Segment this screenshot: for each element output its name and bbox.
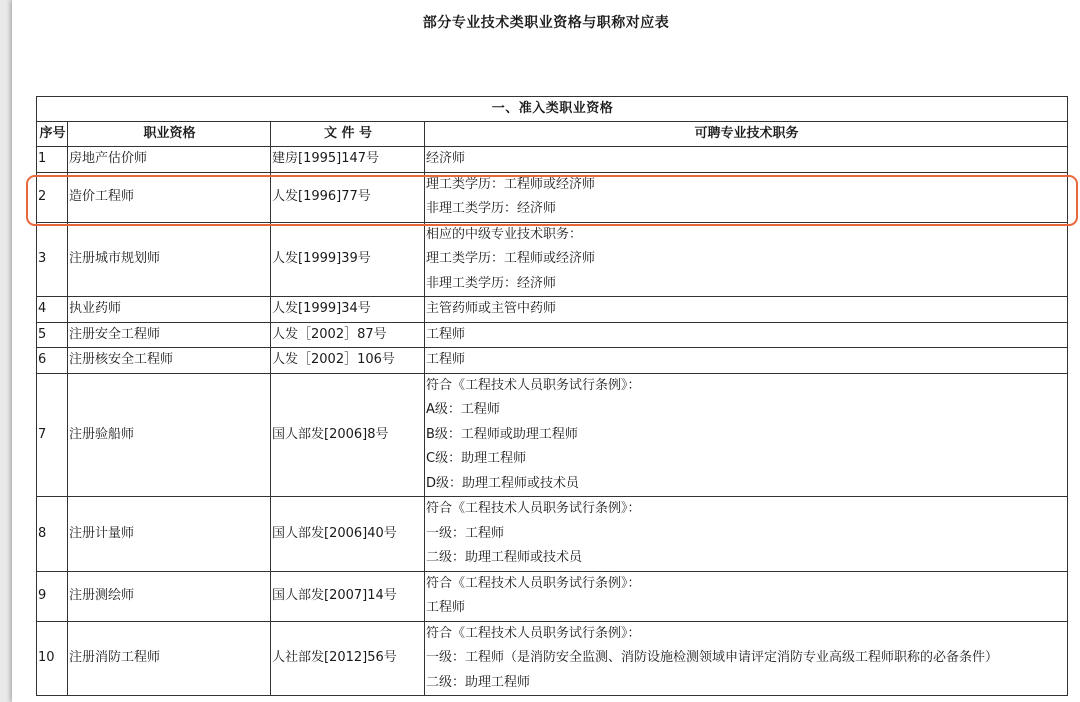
position-line: 理工类学历：工程师或经济师 [426, 176, 596, 192]
header-no: 序号 [37, 122, 68, 147]
cell-document-no: 建房[1995]147号 [271, 147, 425, 173]
cell-qualification: 注册消防工程师 [68, 621, 271, 696]
cell-document-no: 人发［2002］87号 [271, 322, 425, 348]
cell-qualification: 注册核安全工程师 [68, 348, 271, 374]
cell-no: 7 [37, 373, 68, 497]
cell-qualification: 注册城市规划师 [68, 222, 271, 297]
cell-qualification: 房地产估价师 [68, 147, 271, 173]
table-row [37, 571, 1068, 621]
section-title: 一、准入类职业资格 [37, 97, 1068, 122]
table-row [37, 147, 1068, 173]
cell-position [425, 373, 1068, 497]
position-line: 一级：工程师（是消防安全监测、消防设施检测领域申请评定消防专业高级工程师职称的必备条件） [426, 650, 999, 665]
cell-no: 10 [37, 621, 68, 696]
table-row [37, 621, 1068, 696]
position-line: 符合《工程技术人员职务试行条例》： [426, 377, 641, 393]
cell-document-no: 人发［2002］106号 [271, 348, 425, 374]
position-line: 非理工类学历：经济师 [426, 275, 557, 291]
position-line: A级：工程师 [426, 402, 500, 417]
cell-qualification: 注册安全工程师 [68, 322, 271, 348]
cell-qualification: 执业药师 [68, 297, 271, 323]
position-line: 相应的中级专业技术职务： [426, 226, 583, 242]
position-line: B级：工程师或助理工程师 [426, 426, 578, 442]
table-row [37, 322, 1068, 348]
cell-document-no: 国人部发[2006]8号 [271, 373, 425, 497]
table-row [37, 297, 1068, 323]
cell-document-no: 国人部发[2006]40号 [271, 497, 425, 572]
table-row [37, 172, 1068, 222]
position-line: D级：助理工程师或技术员 [426, 475, 580, 491]
document-title: 部分专业技术类职业资格与职称对应表 [422, 15, 670, 31]
position-line: 工程师 [426, 600, 466, 615]
table-body [37, 147, 1068, 696]
cell-qualification: 造价工程师 [68, 172, 271, 222]
cell-position [425, 497, 1068, 572]
cell-document-no: 国人部发[2007]14号 [271, 571, 425, 621]
cell-document-no: 人发[1996]77号 [271, 172, 425, 222]
header-position: 可聘专业技术职务 [425, 122, 1068, 147]
position-line: 符合《工程技术人员职务试行条例》： [426, 625, 641, 641]
position-line: 工程师 [426, 326, 466, 342]
cell-document-no: 人发[1999]39号 [271, 222, 425, 297]
position-line: 主管药师或主管中药师 [426, 301, 557, 316]
cell-position [425, 571, 1068, 621]
position-line: 二级：助理工程师或技术员 [426, 550, 583, 565]
cell-no: 5 [37, 322, 68, 348]
cell-position [425, 348, 1068, 374]
cell-position [425, 621, 1068, 696]
header-qualification: 职业资格 [68, 122, 271, 147]
position-line: 经济师 [426, 151, 466, 166]
table-row [37, 497, 1068, 572]
cell-no: 6 [37, 348, 68, 374]
table-row [37, 348, 1068, 374]
position-line: 一级：工程师 [426, 525, 505, 541]
table-row [37, 373, 1068, 497]
cell-no: 4 [37, 297, 68, 323]
table-row [37, 222, 1068, 297]
header-document-no: 文 件 号 [271, 122, 425, 147]
section-header-row [37, 97, 1068, 122]
cell-qualification: 注册测绘师 [68, 571, 271, 621]
position-line: 理工类学历：工程师或经济师 [426, 251, 596, 266]
cell-position [425, 147, 1068, 173]
cell-no: 9 [37, 571, 68, 621]
cell-position [425, 297, 1068, 323]
cell-no: 3 [37, 222, 68, 297]
position-line: 工程师 [426, 352, 466, 367]
qualification-table [36, 96, 1068, 696]
cell-no: 1 [37, 147, 68, 173]
column-header-row [37, 122, 1068, 147]
position-line: 二级：助理工程师 [426, 674, 531, 690]
position-line: 符合《工程技术人员职务试行条例》： [426, 501, 641, 516]
cell-no: 8 [37, 497, 68, 572]
cell-document-no: 人发[1999]34号 [271, 297, 425, 323]
cell-position [425, 322, 1068, 348]
cell-position [425, 172, 1068, 222]
position-line: 符合《工程技术人员职务试行条例》： [426, 575, 641, 591]
cell-qualification: 注册验船师 [68, 373, 271, 497]
cell-no: 2 [37, 172, 68, 222]
position-line: 非理工类学历：经济师 [426, 201, 557, 216]
cell-document-no: 人社部发[2012]56号 [271, 621, 425, 696]
cell-qualification: 注册计量师 [68, 497, 271, 572]
cell-position [425, 222, 1068, 297]
position-line: C级：助理工程师 [426, 451, 527, 466]
